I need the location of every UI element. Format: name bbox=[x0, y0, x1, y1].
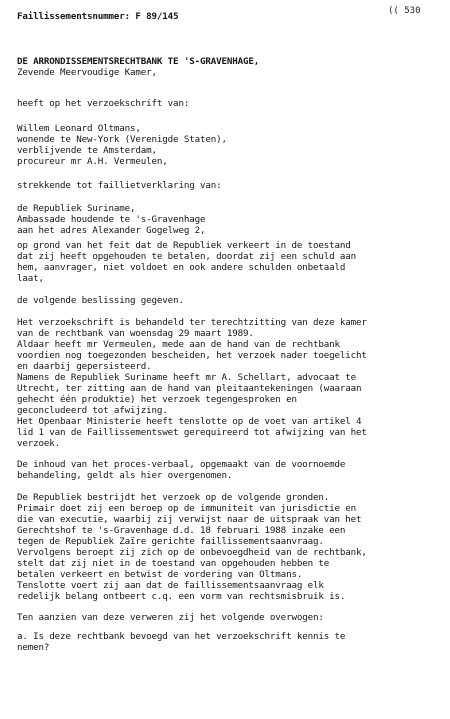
respondent-line: de Republiek Suriname, bbox=[17, 203, 136, 214]
respondent-line: Ambassade houdende te 's-Gravenhage bbox=[17, 214, 206, 225]
defense-line: redelijk belang ontbeert c.q. een vorm van rechtsmisbruik is. bbox=[17, 591, 346, 602]
hearing-line: van de rechtbank van woensdag 29 maart 1989. bbox=[17, 328, 254, 339]
defense-line: De Republiek bestrijdt het verzoek op de volgende gronden. bbox=[17, 492, 330, 503]
petition-intro: heeft op het verzoekschrift van: bbox=[17, 98, 190, 109]
case-number: Faillissementsnummer: F 89/145 bbox=[17, 11, 179, 22]
hearing-line: en daarbij gepersisteerd. bbox=[17, 361, 152, 372]
hearing-line: Namens de Republiek Suriname heeft mr A. Schellart, advocaat te bbox=[17, 372, 357, 383]
petitioner-line: procureur mr A.H. Vermeulen, bbox=[17, 156, 168, 167]
court-name: DE ARRONDISSEMENTSRECHTBANK TE 'S-GRAVENHAGE, bbox=[17, 56, 260, 67]
hearing-line: Aldaar heeft mr Vermeulen, mede aan de hand van de rechtbank bbox=[17, 339, 340, 350]
grounds-line: op grond van het feit dat de Republiek verkeert in de toestand bbox=[17, 240, 351, 251]
minutes-line: behandeling, geldt als hier overgenomen. bbox=[17, 470, 233, 481]
hearing-line: geconcludeerd tot afwijzing. bbox=[17, 405, 168, 416]
petitioner-line: wonende te New-York (Verenigde Staten), bbox=[17, 134, 227, 145]
petitioner-line: Willem Leonard Oltmans, bbox=[17, 123, 141, 134]
defense-line: Tenslotte voert zij aan dat de faillissementsaanvraag elk bbox=[17, 580, 324, 591]
hearing-line: Het verzoekschrift is behandeld ter terechtzitting van deze kamer bbox=[17, 317, 367, 328]
considerations-intro: Ten aanzien van deze verweren zij het volgende overwogen: bbox=[17, 612, 324, 623]
purpose-line: strekkende tot faillietverklaring van: bbox=[17, 180, 222, 191]
minutes-line: De inhoud van het proces-verbaal, opgemaakt van de voornoemde bbox=[17, 459, 346, 470]
defense-line: Gerechtshof te 's-Gravenhage d.d. 18 februari 1988 inzake een bbox=[17, 525, 346, 536]
defense-line: betalen verkeert en betwist de vordering van Oltmans. bbox=[17, 569, 303, 580]
defense-line: Primair doet zij een beroep op de immuniteit van jurisdictie en bbox=[17, 503, 357, 514]
hearing-line: Het Openbaar Ministerie heeft tenslotte op de voet van artikel 4 bbox=[17, 416, 362, 427]
grounds-line: dat zij heeft opgehouden te betalen, doordat zij een schuld aan bbox=[17, 251, 357, 262]
decision-intro: de volgende beslissing gegeven. bbox=[17, 295, 184, 306]
respondent-line: aan het adres Alexander Gogelweg 2, bbox=[17, 225, 206, 236]
question-line: nemen? bbox=[17, 642, 50, 653]
corner-stamp: (( 530 bbox=[388, 6, 421, 16]
hearing-line: verzoek. bbox=[17, 438, 61, 449]
hearing-line: Utrecht, ter zitting aan de hand van pleitaantekeningen (waaraan bbox=[17, 383, 362, 394]
defense-line: tegen de Republiek Zaïre gerichte faillissementsaanvraag. bbox=[17, 536, 324, 547]
defense-line: Vervolgens beroept zij zich op de onbevoegdheid van de rechtbank, bbox=[17, 547, 367, 558]
defense-line: die van executie, waarbij zij verwijst naar de uitspraak van het bbox=[17, 514, 362, 525]
hearing-line: voordien nog toegezonden bescheiden, het verzoek nader toegelicht bbox=[17, 350, 367, 361]
question-line: a. Is deze rechtbank bevoegd van het verzoekschrift kennis te bbox=[17, 631, 346, 642]
court-chamber: Zevende Meervoudige Kamer, bbox=[17, 67, 157, 78]
grounds-line: hem, aanvrager, niet voldoet en ook andere schulden onbetaald bbox=[17, 262, 346, 273]
grounds-line: laat, bbox=[17, 273, 44, 284]
hearing-line: gehecht één produktie) het verzoek tegengesproken en bbox=[17, 394, 297, 405]
petitioner-line: verblijvende te Amsterdam, bbox=[17, 145, 157, 156]
defense-line: stelt dat zij niet in de toestand van opgehouden hebben te bbox=[17, 558, 330, 569]
hearing-line: lid 1 van de Faillissementswet gerequireerd tot afwijzing van het bbox=[17, 427, 367, 438]
